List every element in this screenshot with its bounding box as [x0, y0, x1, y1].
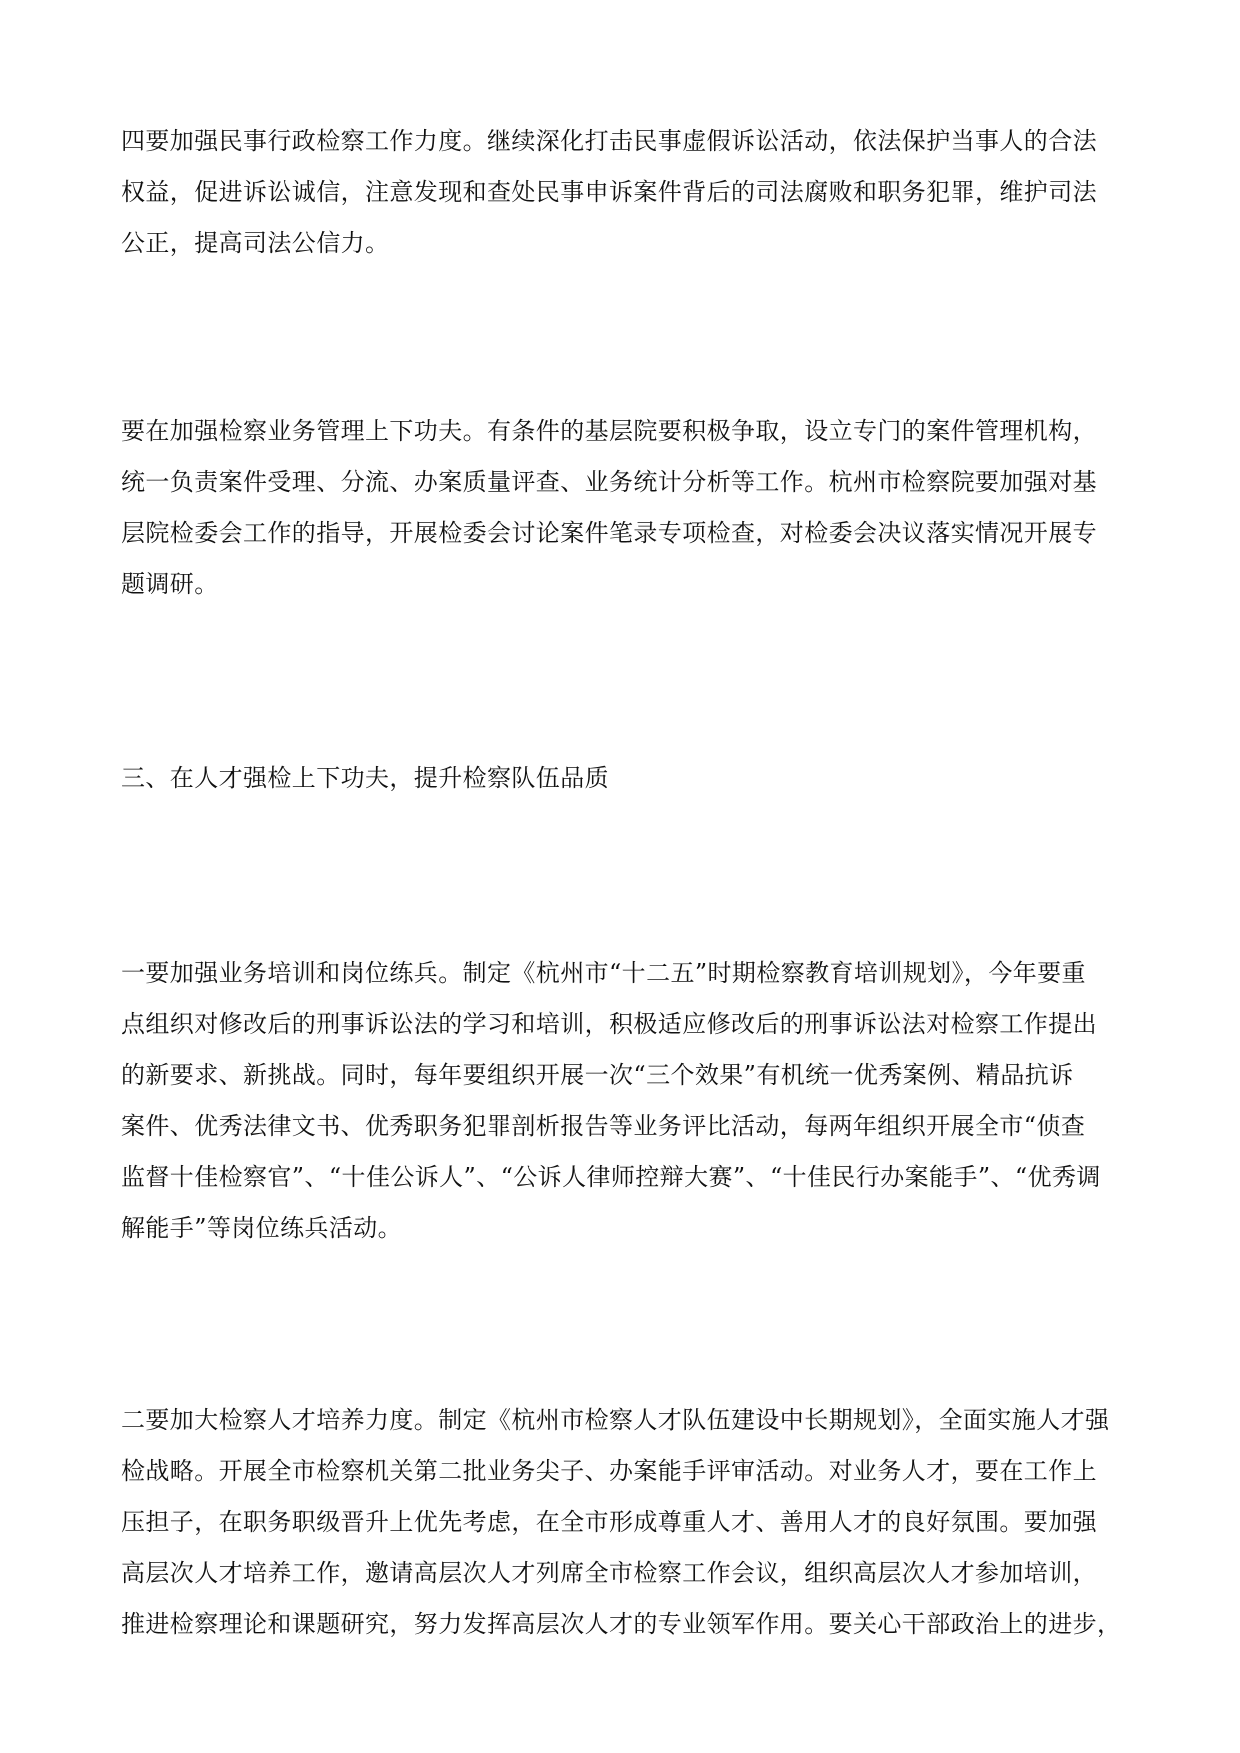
paragraph-business-management: [121, 406, 1116, 610]
text-line: 压担子，在职务职级晋升上优先考虑，在全市形成尊重人才、善用人才的良好氛围。要加强: [121, 1508, 1097, 1536]
paragraph-training-and-practice: [121, 948, 1116, 1254]
text-line: 公正，提高司法公信力。: [121, 229, 390, 257]
text-line: 权益，促进诉讼诚信，注意发现和查处民事申诉案件背后的司法腐败和职务犯罪，维护司法: [121, 178, 1097, 206]
text-line: 点组织对修改后的刑事诉讼法的学习和培训，积极适应修改后的刑事诉讼法对检察工作提出: [121, 1010, 1097, 1038]
paragraph-civil-administrative-procuratorate: [121, 116, 1116, 269]
text-line: 题调研。: [121, 570, 219, 598]
section-heading: 三、在人才强检上下功夫，提升检察队伍品质: [121, 764, 609, 792]
paragraph-talent-cultivation: [121, 1395, 1122, 1650]
text-line: 检战略。开展全市检察机关第二批业务尖子、办案能手评审活动。对业务人才，要在工作上: [121, 1457, 1097, 1485]
text-line: 四要加强民事行政检察工作力度。继续深化打击民事虚假诉讼活动，依法保护当事人的合法: [121, 127, 1097, 155]
text-line: 的新要求、新挑战。同时，每年要组织开展一次“三个效果”有机统一优秀案例、精品抗诉: [121, 1061, 1074, 1089]
text-line: 推进检察理论和课题研究，努力发挥高层次人才的专业领军作用。要关心干部政治上的进步，: [121, 1610, 1122, 1638]
text-line: 统一负责案件受理、分流、办案质量评查、业务统计分析等工作。杭州市检察院要加强对基: [121, 468, 1097, 496]
text-line: 层院检委会工作的指导，开展检委会讨论案件笔录专项检查，对检委会决议落实情况开展专: [121, 519, 1097, 547]
text-line: 案件、优秀法律文书、优秀职务犯罪剖析报告等业务评比活动，每两年组织开展全市“侦查: [121, 1112, 1086, 1140]
text-line: 二要加大检察人才培养力度。制定《杭州市检察人才队伍建设中长期规划》，全面实施人才强: [121, 1406, 1110, 1434]
text-line: 要在加强检察业务管理上下功夫。有条件的基层院要积极争取，设立专门的案件管理机构，: [121, 417, 1097, 445]
text-line: 高层次人才培养工作，邀请高层次人才列席全市检察工作会议，组织高层次人才参加培训，: [121, 1559, 1097, 1587]
text-line: 解能手”等岗位练兵活动。: [121, 1214, 403, 1242]
text-line: 一要加强业务培训和岗位练兵。制定《杭州市“十二五”时期检察教育培训规划》，今年要重: [121, 959, 1086, 987]
text-line: 监督十佳检察官”、“十佳公诉人”、“公诉人律师控辩大赛”、“十佳民行办案能手”、“优秀调: [121, 1163, 1101, 1191]
